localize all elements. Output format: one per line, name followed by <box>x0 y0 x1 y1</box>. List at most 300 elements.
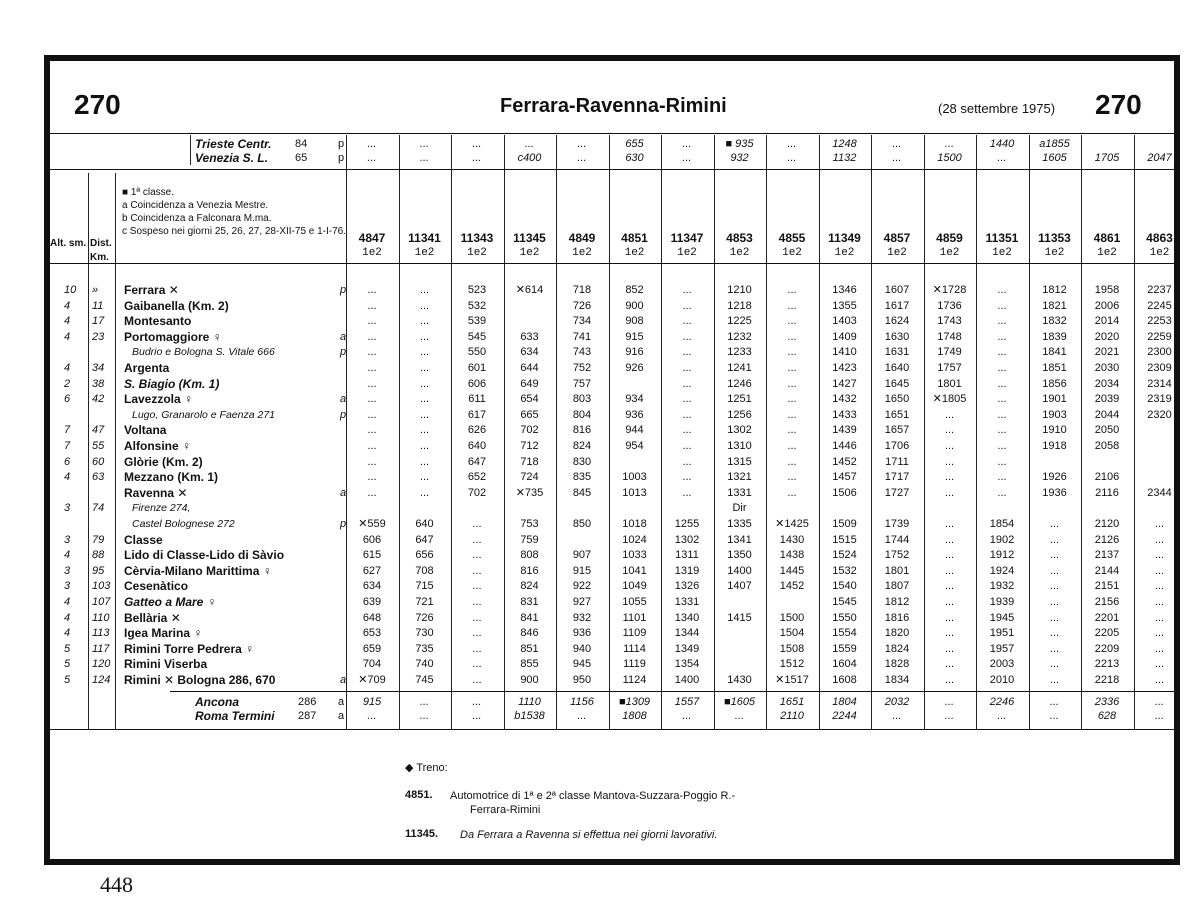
time-cell: ... <box>997 346 1007 359</box>
station-km: 110 <box>92 611 110 624</box>
time-cell: 1509 <box>832 518 857 530</box>
time-cell: ... <box>419 408 430 421</box>
station-mark: a <box>340 330 347 343</box>
page-number: 448 <box>100 872 133 897</box>
station-km: 47 <box>92 424 105 437</box>
time-cell: 2144 <box>1094 564 1120 577</box>
origin-station-km: 65 <box>295 152 308 164</box>
station-name: Cèrvia-Milano Marittima ♀ <box>124 563 272 578</box>
time-cell: 2300 <box>1147 346 1172 359</box>
time-cell: 712 <box>520 440 539 452</box>
time-cell: 2116 <box>1095 486 1119 499</box>
time-cell: ... <box>1154 642 1165 655</box>
station-name: Bellària ✕ <box>124 610 181 625</box>
time-cell: ... <box>682 315 692 328</box>
station-altitude: 3 <box>64 502 71 515</box>
time-cell: ... <box>472 518 482 530</box>
time-cell: 1630 <box>884 330 910 343</box>
time-cell: 2319 <box>1147 393 1172 406</box>
time-cell: 2010 <box>989 674 1015 686</box>
time-cell: 1446 <box>832 440 857 452</box>
time-cell: 721 <box>415 596 434 608</box>
station-name: Castel Bolognese 272 <box>132 518 235 530</box>
footnote-11345-number: 11345. <box>405 828 439 840</box>
origin-time-cell: ... <box>472 138 482 150</box>
station-altitude: 6 <box>64 393 71 406</box>
station-km: 88 <box>92 549 105 562</box>
train-number: 4855 <box>778 231 806 245</box>
time-cell: 1256 <box>727 408 752 421</box>
time-cell: 1918 <box>1042 440 1067 452</box>
time-cell: 1821 <box>1042 299 1067 312</box>
train-number: 4849 <box>568 231 596 245</box>
time-cell: 932 <box>572 611 592 624</box>
time-cell: 1524 <box>832 549 857 562</box>
origin-time-cell: ... <box>577 152 587 164</box>
time-cell: ... <box>419 299 430 312</box>
time-cell: 2003 <box>989 658 1015 671</box>
time-cell: 1801 <box>937 377 962 390</box>
time-cell: ... <box>682 471 692 484</box>
time-cell: 2058 <box>1094 440 1120 452</box>
time-cell: 724 <box>520 471 539 484</box>
station-mark: a <box>340 674 347 686</box>
time-cell: 1748 <box>937 330 962 343</box>
train-number: 11349 <box>828 231 861 245</box>
station-km: 42 <box>92 393 105 406</box>
page-title: Ferrara-Ravenna-Rimini <box>500 95 727 117</box>
table-number-left: 270 <box>74 89 121 120</box>
time-cell: 1241 <box>727 362 752 374</box>
time-cell: ... <box>682 330 692 343</box>
destination-time-cell: ... <box>419 695 430 708</box>
time-cell: ... <box>997 486 1007 499</box>
time-cell: 1225 <box>727 315 752 328</box>
time-cell: 1749 <box>937 346 962 359</box>
station-altitude: 2 <box>64 377 71 390</box>
time-cell: 1101 <box>622 611 647 624</box>
origin-time-cell: ... <box>524 138 535 150</box>
time-cell: 1403 <box>832 315 857 328</box>
station-km: 95 <box>92 564 105 577</box>
time-cell: 2014 <box>1094 315 1120 328</box>
time-cell: 1409 <box>832 330 857 343</box>
time-cell: 1757 <box>937 362 962 374</box>
time-cell: 824 <box>520 580 539 593</box>
time-cell: ... <box>682 377 692 390</box>
origin-time-cell: ... <box>787 152 797 164</box>
time-cell: ... <box>944 596 955 608</box>
train-class: 1e2 <box>1097 247 1117 259</box>
time-cell: 2253 <box>1147 315 1172 328</box>
time-cell: ... <box>367 471 377 484</box>
station-name: Ferrara ✕ <box>124 283 179 297</box>
time-cell: ... <box>787 299 797 312</box>
time-cell: 2344 <box>1147 486 1172 499</box>
time-cell: ... <box>944 533 955 546</box>
time-cell: 1024 <box>622 533 647 546</box>
time-cell: ... <box>787 393 797 406</box>
time-cell: 649 <box>520 377 539 390</box>
station-altitude: 4 <box>64 315 71 328</box>
origin-time-cell: ... <box>367 138 377 150</box>
time-cell: ... <box>944 471 955 484</box>
station-name: Lido di Classe-Lido di Sàvio <box>124 548 285 563</box>
time-cell: 936 <box>625 408 644 421</box>
time-cell: 615 <box>362 549 382 562</box>
time-cell: 606 <box>467 377 487 390</box>
station-altitude: 4 <box>64 299 71 312</box>
time-cell: ... <box>472 674 482 686</box>
origin-time-cell: ... <box>892 138 902 150</box>
station-altitude: 5 <box>64 642 71 655</box>
train-number: 4863 <box>1146 231 1173 245</box>
station-name: Rimini Viserba <box>124 657 208 672</box>
time-cell: 950 <box>572 674 592 686</box>
time-cell: 803 <box>572 393 592 406</box>
time-cell: 1545 <box>832 596 857 608</box>
time-cell: 1711 <box>885 455 909 468</box>
time-cell: 1645 <box>884 377 910 390</box>
time-cell: 627 <box>362 564 382 577</box>
time-cell: ... <box>787 362 797 374</box>
train-class: 1e2 <box>782 247 802 259</box>
time-cell: 2156 <box>1094 596 1120 608</box>
time-cell: 1812 <box>884 596 910 608</box>
time-cell: ... <box>944 674 955 686</box>
time-cell: 1951 <box>989 627 1015 640</box>
time-cell: 647 <box>415 533 434 546</box>
time-cell: 1854 <box>989 518 1015 530</box>
destination-time-cell: ... <box>577 709 587 722</box>
time-cell: ... <box>1154 564 1165 577</box>
destination-time-cell: 2246 <box>989 695 1015 708</box>
time-cell: ... <box>472 611 482 624</box>
station-name: Gatteo a Mare ♀ <box>124 595 216 609</box>
time-cell: 2205 <box>1094 627 1120 640</box>
time-cell: 1717 <box>884 471 910 484</box>
station-km: 11 <box>92 299 104 312</box>
station-name: Ravenna ✕ <box>124 485 188 500</box>
time-cell: 1512 <box>779 658 805 671</box>
time-cell: 1801 <box>884 564 910 577</box>
time-cell: 1736 <box>937 299 962 312</box>
station-name: Rimini ✕ Bologna 286, 670 <box>124 673 276 687</box>
station-altitude: 4 <box>64 611 71 624</box>
time-cell: ... <box>419 393 430 406</box>
time-cell: ... <box>472 533 482 546</box>
time-cell: 2021 <box>1094 346 1120 359</box>
origin-time-cell: 1705 <box>1094 152 1120 164</box>
time-cell: 1506 <box>832 486 857 499</box>
destination-time-cell: 2110 <box>780 709 804 722</box>
time-cell: 647 <box>467 455 487 468</box>
time-cell: ... <box>367 377 377 390</box>
time-cell: 1410 <box>832 346 857 359</box>
time-cell: 900 <box>625 299 644 312</box>
station-altitude: 5 <box>64 658 71 671</box>
time-cell: 633 <box>520 330 539 343</box>
time-cell: 1430 <box>727 674 752 686</box>
train-class: 1e2 <box>1149 247 1170 259</box>
time-cell: 2120 <box>1094 518 1120 530</box>
time-cell: 1341 <box>727 533 752 546</box>
time-cell: 1834 <box>884 674 910 686</box>
time-cell: 2314 <box>1147 377 1172 390</box>
destination-time-cell: ... <box>1049 709 1060 722</box>
time-cell: 1912 <box>989 549 1015 562</box>
destination-time-cell: ■1605 <box>723 695 756 708</box>
destination-time-cell: 628 <box>1097 709 1117 722</box>
station-name: Portomaggiore ♀ <box>124 329 222 344</box>
time-cell: 1932 <box>989 580 1015 593</box>
train-class: 1e2 <box>939 247 960 259</box>
time-cell: 1438 <box>779 549 805 562</box>
time-cell: ... <box>1154 658 1165 671</box>
destination-time-cell: ... <box>472 709 482 722</box>
time-cell: 816 <box>572 424 592 437</box>
time-cell: 1500 <box>779 611 805 624</box>
station-name: Voltana <box>124 423 167 438</box>
station-name: Mezzano (Km. 1) <box>124 470 219 485</box>
time-cell: 1657 <box>884 424 910 437</box>
origin-station-name: Trieste Centr. <box>195 137 272 151</box>
station-name: Rimini Torre Pedrera ♀ <box>124 641 255 656</box>
time-cell: 648 <box>362 611 382 624</box>
time-cell: 841 <box>520 611 539 624</box>
train-class: 1e2 <box>362 247 382 259</box>
time-cell: 726 <box>572 299 592 312</box>
time-cell: 1311 <box>675 549 699 562</box>
station-km: 34 <box>92 362 105 374</box>
time-cell: ... <box>787 471 797 484</box>
time-cell: 1400 <box>727 564 752 577</box>
time-cell: 2245 <box>1147 299 1172 312</box>
time-cell: ... <box>944 486 955 499</box>
time-cell: 908 <box>625 315 644 328</box>
time-cell: ... <box>787 455 797 468</box>
station-mark: a <box>340 486 347 499</box>
time-cell: ... <box>1154 549 1165 562</box>
time-cell: ... <box>419 440 430 452</box>
time-cell: 916 <box>625 346 644 359</box>
time-cell: 1743 <box>937 315 962 328</box>
time-cell: 845 <box>572 486 592 499</box>
time-cell: 1452 <box>832 455 857 468</box>
time-cell: 726 <box>415 611 434 624</box>
time-cell: 1744 <box>884 533 910 546</box>
time-cell: 652 <box>467 471 487 484</box>
station-name: Classe <box>124 532 163 547</box>
origin-time-cell: ... <box>367 152 377 164</box>
time-cell: 915 <box>625 330 644 343</box>
destination-time-cell: ... <box>1154 709 1165 722</box>
time-cell: 1608 <box>832 674 857 686</box>
train-number: 11353 <box>1038 231 1071 245</box>
time-cell: 944 <box>625 424 644 437</box>
time-cell: ... <box>367 284 377 296</box>
destination-time-cell: ... <box>1154 695 1165 708</box>
station-name: Glòrie (Km. 2) <box>124 454 203 469</box>
time-cell: ✕1517 <box>775 674 809 686</box>
time-cell: ... <box>1154 596 1165 608</box>
time-cell: ... <box>997 455 1007 468</box>
time-cell: 1255 <box>674 518 700 530</box>
time-cell: 1945 <box>989 611 1015 624</box>
time-cell: 1550 <box>832 611 857 624</box>
train-number: 4851 <box>621 231 648 245</box>
station-altitude: 5 <box>64 674 71 686</box>
time-cell: 718 <box>520 455 539 468</box>
station-mark: p <box>340 284 347 296</box>
station-name: Lugo, Granarolo e Faenza 271 <box>132 408 276 421</box>
station-altitude: 4 <box>64 362 71 374</box>
time-cell: ... <box>472 596 482 608</box>
time-cell: 1315 <box>727 455 752 468</box>
station-km: 17 <box>92 315 105 328</box>
origin-time-cell: ... <box>419 152 430 164</box>
time-cell: 757 <box>572 377 592 390</box>
time-cell: ... <box>682 486 692 499</box>
time-cell: 830 <box>572 455 592 468</box>
time-cell: 2237 <box>1147 284 1172 296</box>
destination-time-cell: ... <box>1049 695 1060 708</box>
time-cell: 1049 <box>622 580 647 593</box>
station-name: Budrio e Bologna S. Vitale 666 <box>132 346 275 359</box>
destination-time-cell: 1156 <box>570 695 594 708</box>
time-cell: 606 <box>362 533 382 546</box>
train-number: 11347 <box>670 231 704 245</box>
time-cell: 1119 <box>623 658 646 671</box>
station-km: » <box>92 284 99 296</box>
time-cell: ... <box>682 362 692 374</box>
time-cell: 1841 <box>1042 346 1067 359</box>
time-cell: 907 <box>572 549 592 562</box>
time-cell: 1246 <box>727 377 752 390</box>
time-cell: 1335 <box>727 518 752 530</box>
station-km: 103 <box>92 580 111 593</box>
time-cell: 835 <box>572 471 592 484</box>
time-cell: ... <box>997 315 1007 328</box>
station-km: 23 <box>92 330 105 343</box>
time-cell: ... <box>367 393 377 406</box>
train-number: 4847 <box>358 231 386 245</box>
time-cell: 922 <box>572 580 592 593</box>
time-cell: ... <box>682 299 692 312</box>
time-cell: 1816 <box>884 611 910 624</box>
destination-station-mark: a <box>338 709 345 722</box>
origin-time-cell: ... <box>577 138 587 150</box>
destination-time-cell: ... <box>367 709 377 722</box>
time-cell: 1319 <box>674 564 700 577</box>
train-number: 4857 <box>883 231 911 245</box>
time-cell: 1856 <box>1042 377 1067 390</box>
time-cell: ... <box>787 284 797 296</box>
time-cell: ... <box>997 424 1007 437</box>
time-cell: 1302 <box>674 533 700 546</box>
station-km: 117 <box>92 642 110 655</box>
time-cell: ... <box>419 424 430 437</box>
time-cell: 752 <box>572 362 592 374</box>
time-cell: 954 <box>625 440 644 452</box>
time-cell: ... <box>1154 611 1165 624</box>
legend-note: ■ 1ª classe. <box>122 187 174 198</box>
time-cell: ✕1805 <box>932 393 967 406</box>
train-number: 11341 <box>408 231 441 245</box>
time-cell: 1210 <box>727 284 752 296</box>
time-cell: 2044 <box>1094 408 1120 421</box>
time-cell: ... <box>419 471 430 484</box>
time-cell: 851 <box>520 642 539 655</box>
time-cell: 1233 <box>727 346 752 359</box>
time-cell: ... <box>682 424 692 437</box>
time-cell: 846 <box>520 627 539 640</box>
station-altitude: 4 <box>64 627 71 640</box>
time-cell: 1926 <box>1042 471 1067 484</box>
time-cell: 656 <box>415 549 434 562</box>
time-cell: ... <box>1154 533 1165 546</box>
time-cell: 734 <box>572 315 592 328</box>
time-cell: ... <box>787 424 797 437</box>
station-name: Igea Marina ♀ <box>124 626 203 641</box>
time-cell: ... <box>1049 549 1060 562</box>
timetable-date: (28 settembre 1975) <box>938 101 1056 116</box>
time-cell: ... <box>682 284 692 296</box>
time-cell: 1851 <box>1042 362 1067 374</box>
time-cell: 640 <box>467 440 487 452</box>
time-cell: 1041 <box>622 564 647 577</box>
footnote-symbol: ◆ Treno: <box>405 762 448 774</box>
legend-note: c Sospeso nei giorni 25, 26, 27, 28-XII-75 e 1-I-76. <box>122 226 347 237</box>
time-cell: 855 <box>520 658 539 671</box>
time-cell: ... <box>419 315 430 328</box>
station-altitude: 10 <box>64 284 77 296</box>
time-cell: ... <box>997 330 1007 343</box>
time-cell: 665 <box>520 408 539 421</box>
destination-time-cell: ... <box>944 695 955 708</box>
footnote-4851-number: 4851. <box>405 789 433 801</box>
time-cell: ... <box>419 362 430 374</box>
origin-station-mark: p <box>338 138 345 150</box>
time-cell: 743 <box>572 346 592 359</box>
origin-time-cell: ■ 935 <box>725 138 754 150</box>
destination-station-km: 287 <box>298 709 317 722</box>
time-cell: 1346 <box>832 284 857 296</box>
time-cell: 644 <box>520 362 539 374</box>
time-cell: 1326 <box>674 580 700 593</box>
time-cell: ... <box>682 346 692 359</box>
time-cell: 2151 <box>1094 580 1120 593</box>
origin-time-cell: 630 <box>625 152 644 164</box>
time-cell: ... <box>367 315 377 328</box>
time-cell: ... <box>682 408 692 421</box>
destination-station-km: 286 <box>298 695 317 708</box>
time-cell: 1033 <box>622 549 647 562</box>
time-cell: 1109 <box>622 627 647 640</box>
time-cell: 1055 <box>622 596 647 608</box>
time-cell: 940 <box>572 642 592 655</box>
time-cell: ... <box>787 315 797 328</box>
time-cell: 740 <box>415 658 434 671</box>
time-cell: ... <box>944 424 955 437</box>
time-cell: 1828 <box>884 658 910 671</box>
origin-time-cell: ... <box>944 138 955 150</box>
destination-time-cell: 1110 <box>518 695 541 708</box>
time-cell: 915 <box>572 564 592 577</box>
origin-time-cell: 1440 <box>989 138 1015 150</box>
time-cell: 1310 <box>727 440 752 452</box>
time-cell: ... <box>787 486 797 499</box>
